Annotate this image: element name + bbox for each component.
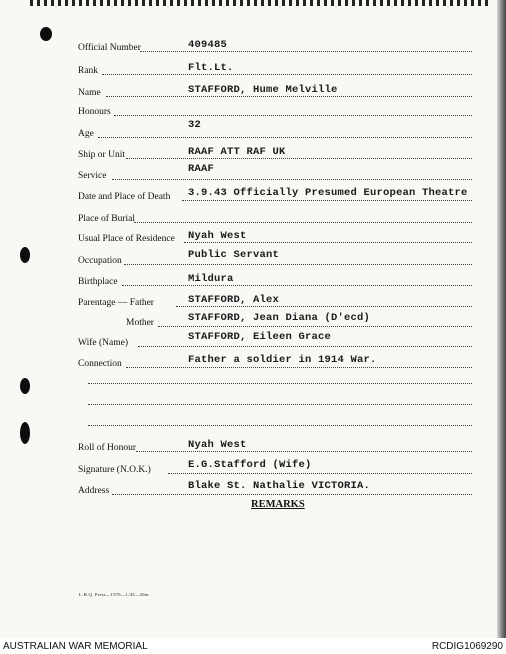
field-value: STAFFORD, Eileen Grace (188, 331, 332, 343)
field-value: Nyah West (188, 439, 247, 451)
field-value: 3.9.43 Officially Presumed European Theatre (188, 187, 468, 199)
dotted-line (182, 200, 472, 201)
field-label: Place of Burial (78, 214, 135, 224)
dotted-line (124, 264, 472, 265)
field-row-birthplace (78, 271, 472, 287)
field-row-service (78, 165, 472, 181)
field-row-address (78, 480, 472, 496)
binding-strip (30, 0, 490, 6)
field-label: Birthplace (78, 277, 118, 287)
field-row-usual-residence (78, 228, 472, 244)
field-label: Date and Place of Death (78, 192, 171, 202)
field-value: 409485 (188, 39, 228, 51)
field-row-age (78, 119, 472, 139)
dotted-line (126, 158, 472, 159)
field-value: STAFFORD, Hume Melville (188, 84, 338, 96)
field-value: Flt.Lt. (188, 62, 234, 74)
blank-line (88, 425, 472, 426)
field-value: STAFFORD, Jean Diana (D'ecd) (188, 312, 371, 324)
punch-hole-lower (20, 422, 30, 444)
dotted-line (106, 96, 472, 97)
field-label: Parentage — Father (78, 298, 154, 308)
dotted-line (140, 51, 472, 52)
field-value: Father a soldier in 1914 War. (188, 354, 377, 366)
field-row-date-place-death (78, 186, 472, 202)
field-row-name (78, 82, 472, 98)
dotted-line (112, 494, 472, 495)
page-edge-shadow (497, 0, 506, 638)
field-label: Wife (Name) (78, 338, 128, 348)
printer-imprint: L.H.Q. Press—1976—1/45—20m. (79, 592, 150, 597)
field-row-ship-or-unit (78, 144, 472, 160)
field-value: STAFFORD, Alex (188, 294, 280, 306)
field-row-father (78, 292, 472, 308)
dotted-line (176, 306, 472, 307)
field-row-connection (78, 353, 472, 369)
punch-hole-top (40, 27, 52, 41)
dotted-line (136, 451, 472, 452)
field-row-signature (78, 459, 472, 475)
field-row-place-of-burial (78, 208, 472, 224)
field-row-rank (78, 60, 472, 76)
field-label: Roll of Honour (78, 443, 137, 453)
field-label: Usual Place of Residence (78, 234, 175, 244)
dotted-line (168, 473, 472, 474)
dotted-line (102, 74, 472, 75)
field-label: Service (78, 171, 107, 181)
dotted-line (158, 326, 472, 327)
field-value: RAAF ATT RAF UK (188, 146, 286, 158)
dotted-line (122, 285, 472, 286)
field-label: Official Number (78, 43, 141, 53)
field-label: Signature (N.O.K.) (78, 465, 151, 475)
punch-hole-upper-mid (20, 247, 30, 263)
field-label: Address (78, 486, 110, 496)
field-label: Connection (78, 359, 122, 369)
field-row-mother (78, 312, 472, 328)
punch-hole-mid (20, 378, 30, 394)
field-value: Public Servant (188, 249, 280, 261)
footer-record-id: RCDIG1069290 (431, 641, 503, 652)
field-label: Rank (78, 66, 99, 76)
field-row-wife (78, 332, 472, 348)
dotted-line (184, 242, 472, 243)
remarks-heading: REMARKS (251, 499, 305, 510)
dotted-line (138, 346, 472, 347)
field-label: Mother (126, 318, 154, 328)
field-label: Name (78, 88, 101, 98)
dotted-line (98, 137, 472, 138)
field-value: 32 (188, 119, 202, 131)
field-label: Honours (78, 107, 111, 117)
field-value: Blake St. Nathalie VICTORIA. (188, 480, 371, 492)
dotted-line (126, 367, 472, 368)
blank-line (88, 383, 472, 384)
field-value: RAAF (188, 163, 215, 175)
footer-archive-name: AUSTRALIAN WAR MEMORIAL (3, 641, 148, 652)
dotted-line (112, 179, 472, 180)
dotted-line (134, 222, 472, 223)
field-value: E.G.Stafford (Wife) (188, 459, 312, 471)
field-row-roll-of-honour (78, 437, 472, 453)
field-label: Occupation (78, 256, 122, 266)
field-value: Nyah West (188, 230, 247, 242)
archive-footer (0, 638, 506, 654)
field-row-official-number (78, 37, 472, 53)
field-label: Ship or Unit (78, 150, 125, 160)
blank-line (88, 404, 472, 405)
field-label: Age (78, 129, 94, 139)
dotted-line (114, 115, 472, 116)
field-value: Mildura (188, 273, 234, 285)
field-row-honours (78, 101, 472, 117)
field-row-occupation (78, 250, 472, 266)
